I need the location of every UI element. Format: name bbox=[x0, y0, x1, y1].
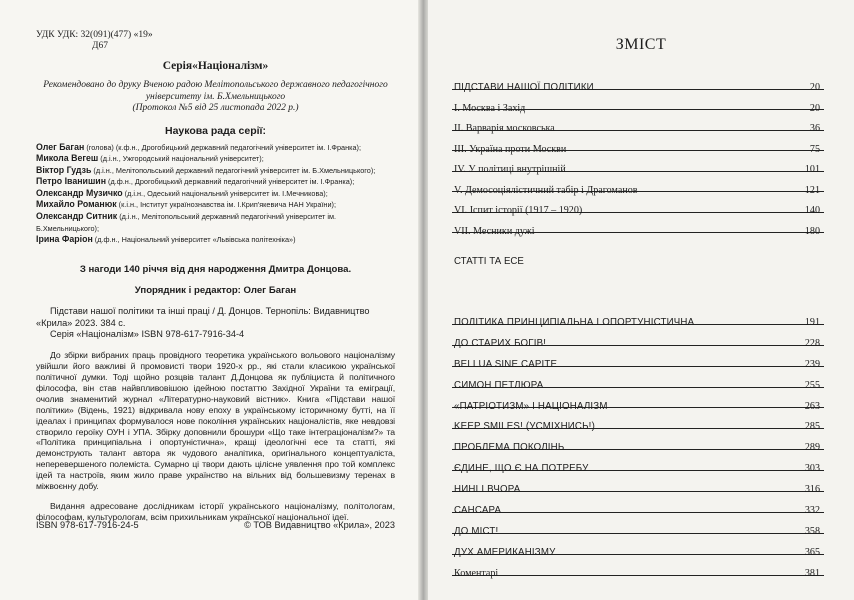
toc-entry bbox=[452, 110, 824, 134]
toc-entry bbox=[452, 131, 824, 155]
board-member-affiliation: (д.і.н., Мелітопольський державний педагогічний університет ім. Б.Хмельницького); bbox=[36, 212, 337, 233]
toc-entry-page: 228 bbox=[804, 337, 820, 349]
isbn: ISBN 978-617-7916-24-5 bbox=[36, 520, 139, 530]
toc-entry bbox=[452, 304, 824, 328]
toc-entry bbox=[452, 450, 824, 475]
toc-entry bbox=[452, 172, 824, 196]
toc-entry-title: IV. У політиці внутрішній bbox=[454, 164, 566, 175]
recommendation-line: (Протокол №5 від 25 листопада 2022 р.) bbox=[132, 103, 299, 113]
recommendation-line: Рекомендовано до друку Вченою радою Мелітопольського державного педагогічного bbox=[43, 80, 388, 90]
toc-entry-page: 75 bbox=[809, 143, 820, 155]
board-member-name: Віктор Гудзь bbox=[36, 164, 92, 175]
imprint-page bbox=[0, 0, 421, 600]
toc-entry bbox=[452, 346, 824, 370]
toc-entry-title: V. Демосоціялістичний табір і Драгоманов bbox=[454, 184, 638, 196]
toc-entry bbox=[452, 367, 824, 391]
toc-entry-page: 20 bbox=[809, 82, 820, 93]
board-member-name: Микола Вегеш bbox=[36, 153, 99, 164]
board-member-name: Олександр Ситник bbox=[36, 211, 118, 222]
toc-entry-page: 20 bbox=[809, 102, 820, 114]
toc-entry-page: 191 bbox=[804, 317, 820, 328]
toc-entry-title: III. Україна проти Москви bbox=[454, 143, 567, 155]
copyright: © ТОВ Видавництво «Крила», 2023 bbox=[244, 520, 395, 530]
toc-entry-title: VI. Іспит історії (1917 – 1920) bbox=[454, 205, 583, 216]
toc-entry-page: 263 bbox=[804, 400, 820, 412]
board-title: Наукова рада серії: bbox=[164, 124, 266, 137]
board-member-name: Олег Баган bbox=[36, 141, 85, 152]
toc-entry-page: 285 bbox=[804, 421, 820, 433]
recommendation bbox=[36, 80, 395, 115]
toc-entry bbox=[452, 213, 824, 237]
contents-page bbox=[428, 0, 854, 600]
toc-entry-page: 121 bbox=[804, 184, 820, 196]
udk-code: УДК УДК: 32(091)(477) «19» bbox=[36, 30, 153, 40]
board-member bbox=[36, 165, 395, 177]
toc-entry-page: 332 bbox=[804, 505, 820, 517]
bibliographic-record: Підстави нашої політики та інші праці / Д. Донцов. Тернопіль: Видавництво «Крила» 2023. 384 с. bbox=[36, 305, 370, 328]
toc-entry-page: 36 bbox=[809, 123, 820, 134]
toc-entry bbox=[452, 429, 824, 454]
toc-entry-page: 303 bbox=[804, 463, 820, 475]
toc-entry-title: I. Москва і Захід bbox=[454, 102, 526, 114]
board-member-name: Михайло Романюк bbox=[36, 199, 117, 210]
toc-entry-page: 140 bbox=[804, 205, 820, 216]
editor-line: Упорядник і редактор: Олег Баган bbox=[134, 284, 297, 296]
toc-entry-title: ПРОБЛЕМА ПОКОЛІНЬ bbox=[454, 442, 565, 454]
anniversary-note: З нагоди 140 річчя від дня народження Дмитра Донцова. bbox=[79, 263, 352, 275]
series-title: Серія«Націоналізм» bbox=[162, 60, 269, 72]
toc-entry bbox=[452, 388, 824, 412]
toc-entry-page: 365 bbox=[804, 546, 820, 558]
toc-entry-title: СИМОН ПЕТЛЮРА bbox=[454, 379, 544, 391]
board-member-name: Петро Іванишин bbox=[36, 176, 107, 187]
board-member-name: Ірина Фаріон bbox=[36, 234, 93, 245]
abstract: До збірки вибраних праць провідного теоретика українського вольового націоналізму увійшли його важливі й промовисті твори 1920-х рр., які стали класикою української політичної думки. Тоді щойно розцвів талант Д.Донцова як публіциста й політичного філософа, він став найвпливовішою ідейною постаттю Західної України та еміграції, очолив знаменитий журнал «Літературно-науковий вістник». Книга «Підстави нашої політики» (Відень, 1921) відкривала нову епоху в українському історичному бутті, на її ідеалах і принципах формувалося нове покоління українських націоналістів, яке невдовзі створило героїку ОУН і УПА. Збірку доповнили брошури «Що таке інтеграціоналізм?» та «Політика принципіальна і опортуністична», кращі ідеологічні есе та статті, які демонструють талант автора як чудового аналітика, оригінального концептуаліста, неперевершеного полеміста. Сумарно ці твори дають цілісне уявлення про той комплекс ідей та настроїв, яким жило праве українство на вільних від большевизму теренах в міжвоєнну добу. bbox=[36, 350, 395, 492]
toc-entry-title: ДУХ АМЕРИКАНІЗМУ bbox=[454, 546, 556, 558]
board-list bbox=[36, 142, 395, 246]
toc-entry bbox=[452, 151, 824, 175]
toc-entry bbox=[452, 90, 824, 114]
audience-note: Видання адресоване дослідникам історії українського націоналізму, політологам, філософам, культурологам, всім прихильникам української національної ідеї. bbox=[36, 501, 395, 523]
series-isbn: Серія «Націоналізм» ISBN 978-617-7916-34-4 bbox=[50, 329, 245, 340]
toc-entry-title: VII. Месники дужі bbox=[454, 225, 535, 237]
toc-entry bbox=[452, 534, 824, 558]
toc-entry-title: САНСАРА bbox=[454, 505, 502, 517]
toc-entry-title: НИНІ І ВЧОРА bbox=[454, 484, 521, 496]
toc-entry-title: ДО МІСТ! bbox=[454, 525, 499, 537]
toc-entry bbox=[452, 69, 824, 93]
board-member bbox=[36, 211, 395, 234]
toc-entry-page: 239 bbox=[804, 358, 820, 370]
imprint-footer bbox=[36, 520, 395, 530]
toc-entry-title: II. Варварія московська bbox=[454, 123, 555, 134]
board-member bbox=[36, 153, 395, 165]
toc-entry-title: KEEP SMILES! (УСМІХНИСЬ!) bbox=[454, 421, 595, 433]
board-member-affiliation: (д.і.н., Мелітопольський державний педагогічний університет ім. Б.Хмельницького); bbox=[91, 165, 376, 175]
toc-title: ЗМІСТ bbox=[615, 36, 667, 53]
toc-entry bbox=[452, 471, 824, 496]
toc-entry-title: Коментарі bbox=[454, 567, 499, 579]
board-member-affiliation: (к.і.н., Інститут українознавства ім. І.Крип'якевича НАН України); bbox=[116, 200, 336, 210]
toc-entry-page: 316 bbox=[804, 484, 820, 496]
table-of-contents bbox=[452, 69, 824, 579]
bbk-code: Д67 bbox=[92, 41, 108, 51]
board-member bbox=[36, 188, 395, 200]
toc-entry-page: 289 bbox=[804, 442, 820, 454]
toc-entry bbox=[452, 192, 824, 216]
toc-entry-page: 101 bbox=[804, 164, 820, 175]
toc-entry-title: «ПАТРІОТИЗМ» І НАЦІОНАЛІЗМ bbox=[454, 400, 608, 412]
toc-entry bbox=[452, 513, 824, 537]
board-member-affiliation: (голова) (к.ф.н., Дрогобицький державний педагогічний університет ім. І.Франка); bbox=[84, 142, 361, 152]
board-member bbox=[36, 199, 395, 211]
board-member-name: Олександр Музичко bbox=[36, 187, 123, 198]
board-member bbox=[36, 176, 395, 188]
toc-section-label: СТАТТІ ТА ЕСЕ bbox=[454, 256, 524, 267]
toc-entry-page: 358 bbox=[804, 525, 820, 537]
toc-entry-title: ЄДИНЕ, ЩО Є НА ПОТРЕБУ bbox=[454, 463, 589, 475]
recommendation-line: університету ім. Б.Хмельницького bbox=[145, 91, 286, 102]
toc-entry-title: ПОЛІТИКА ПРИНЦИПІАЛЬНА І ОПОРТУНІСТИЧНА bbox=[454, 317, 695, 328]
toc-entry-title: ДО СТАРИХ БОГІВ! bbox=[454, 337, 547, 349]
board-member bbox=[36, 234, 395, 246]
toc-entry-page: 255 bbox=[804, 379, 820, 391]
toc-entry-page: 381 bbox=[804, 567, 820, 579]
toc-entry-page: 180 bbox=[804, 225, 820, 237]
toc-entry-title: BELLUA SINE CAPITE bbox=[454, 358, 558, 370]
board-member-affiliation: (д.і.н., Ужгородський національний університет); bbox=[98, 154, 264, 164]
board-member-affiliation: (д.і.н., Одеський національний університет ім. І.Мечникова); bbox=[122, 188, 328, 198]
board-member-affiliation: (д.ф.н., Національний університет «Львівська політехніка») bbox=[92, 235, 296, 245]
toc-entry bbox=[452, 408, 824, 433]
board-member-affiliation: (д.ф.н., Дрогобицький державний педагогічний університет ім. І.Франка); bbox=[106, 177, 355, 187]
board-member bbox=[36, 142, 395, 154]
toc-entry-title: ПІДСТАВИ НАШОЇ ПОЛІТИКИ bbox=[454, 82, 594, 93]
